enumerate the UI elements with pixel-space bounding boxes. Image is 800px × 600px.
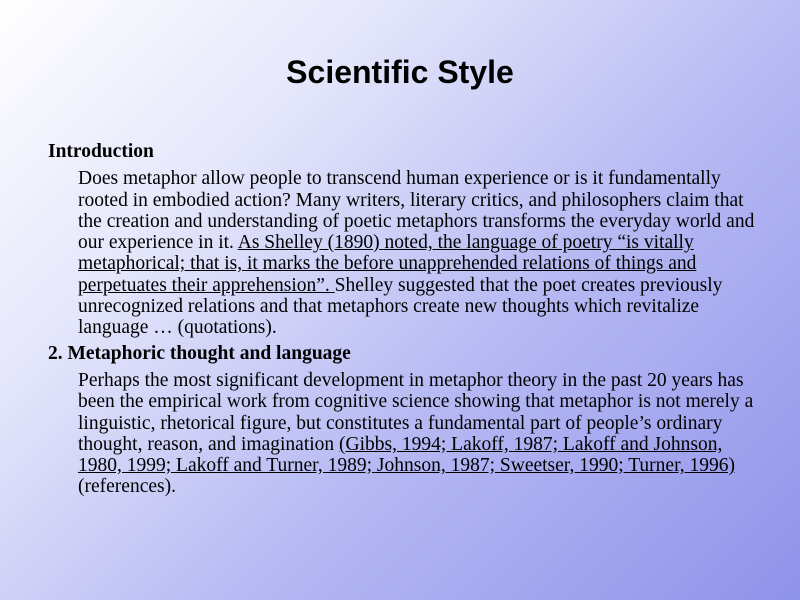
references-citations: (Gibbs, 1994; Lakoff, 1987; Lakoff and Johnson, 1980, 1999; Lakoff and Turner, 1989; Johnson, 1987; Sweetser, 1990; Turner, 1996) bbox=[78, 433, 736, 477]
slide-body bbox=[48, 141, 760, 502]
slide-title: Scientific Style bbox=[286, 54, 514, 90]
introduction-paragraph bbox=[78, 168, 760, 338]
introduction-text-b: Shelley suggested that the poet creates previously unrecognized relations and that metaphors create new thoughts which revitalize language … (quotations). bbox=[78, 274, 723, 339]
metaphoric-text-b: (references). bbox=[78, 476, 176, 498]
metaphoric-thought-paragraph bbox=[78, 370, 760, 498]
introduction-text-a: Does metaphor allow people to transcend human experience or is it fundamentally rooted in embodied action? Many writers, literary critics, and philosophers claim that the creation and understanding of poetic metaphors transforms the everyday world and our experience in it. bbox=[78, 168, 755, 254]
section-heading-introduction: Introduction bbox=[48, 141, 154, 162]
section-heading-metaphoric-thought: 2. Metaphoric thought and language bbox=[48, 342, 351, 364]
metaphoric-text-a: Perhaps the most significant development in metaphor theory in the past 20 years has been the empirical work from cognitive science showing that metaphor is not merely a linguistic, rhetorical figure, but constitutes a fundamental part of people’s ordinary thought, reason, and imagination bbox=[78, 369, 754, 455]
shelley-quote: As Shelley (1890) noted, the language of poetry “is vitally metaphorical; that is, it marks the before unapprehended relations of things and perpetuates their apprehension”. bbox=[78, 232, 697, 296]
